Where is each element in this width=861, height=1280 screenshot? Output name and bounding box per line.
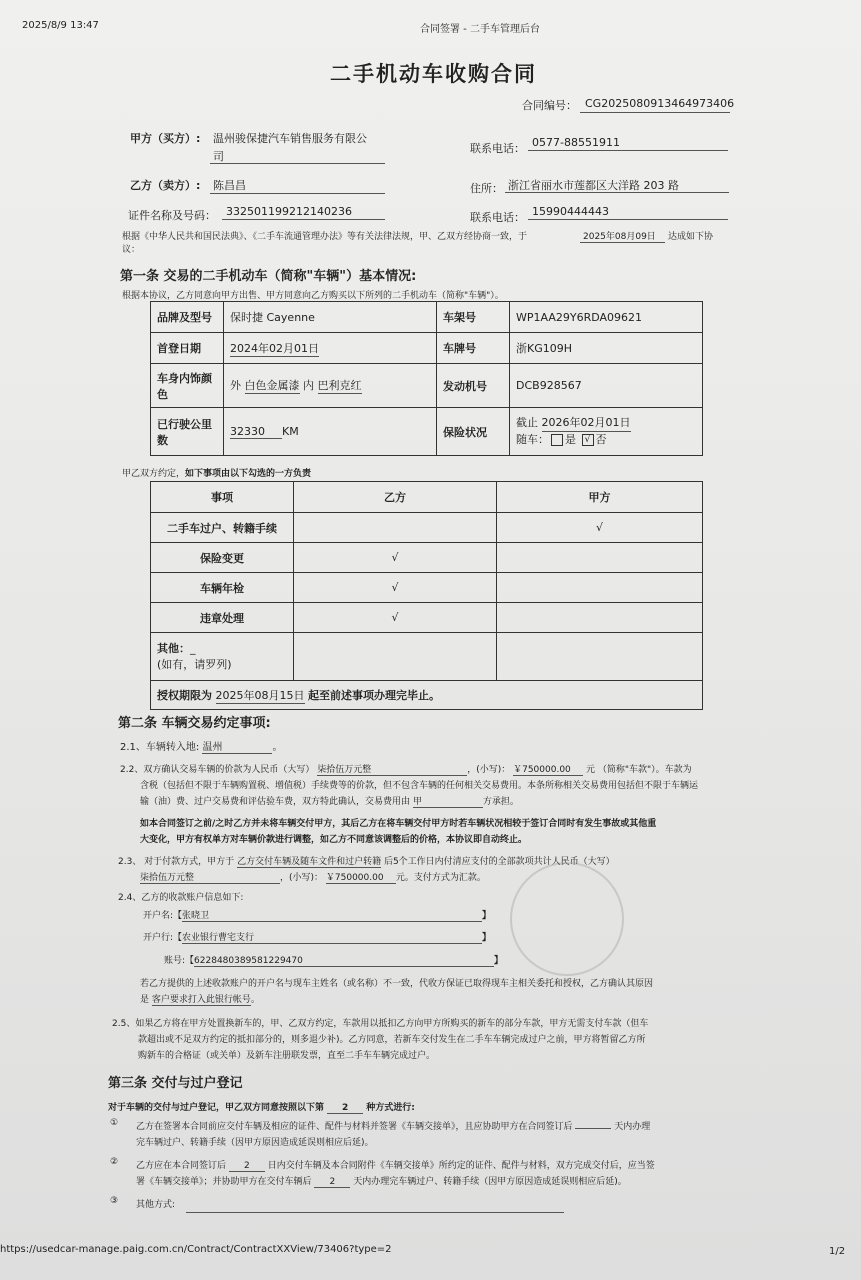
vin-value: WP1AA29Y6RDA09621: [510, 302, 703, 333]
yes-checkbox: [551, 434, 563, 446]
party-a-label: 甲方（买方）:: [130, 132, 201, 145]
insurance-value: 截止 2026年02月01日 随车： 是 √ 否: [510, 408, 703, 456]
party-a-phone: 0577-88551911: [532, 136, 620, 149]
option-1-mark: ①: [110, 1118, 119, 1128]
article-1-heading: 第一条 交易的二手机动车（简称"车辆"）基本情况:: [120, 269, 417, 284]
article-3-lead: 对于车辆的交付与过户登记，甲乙双方同意按照以下第 2 种方式进行:: [108, 1103, 415, 1113]
mileage-label: 已行驶公里 数: [151, 408, 224, 456]
exterior-color: 白色金属漆: [244, 379, 300, 392]
clause-2-4-note-2: 是 客户要求打入此银行帐号。: [140, 992, 260, 1006]
clause-2-1: 2.1、车辆转入地: 温州 。: [120, 738, 282, 754]
option-2-line-2: 署《车辆交接单》；并协助甲方在交付车辆后 2 天内办理完车辆过户、转籍手续（因甲方原因造成延误则相应后延)。: [136, 1177, 627, 1187]
auth-period-row: 授权期限为 2025年08月15日 起至前述事项办理完毕止。: [151, 681, 703, 710]
clause-2-5-line-3: 购新车的合格证（或关单）及新车注册联发票，直至二手车车辆完成过户。: [138, 1051, 436, 1061]
party-a-name-2: 司: [213, 150, 224, 163]
vin-label: 车架号: [437, 302, 510, 333]
party-b-phone-label: 联系电话：: [470, 211, 525, 224]
no-checkbox: √: [582, 434, 594, 446]
color-value: 外 白色金属漆 内 巴利克红: [224, 364, 437, 408]
interior-color: 巴利克红: [317, 379, 362, 392]
clause-2-3-line-1: 2.3、 对于付款方式，甲方于 乙方交付车辆及随车文件和过户转籍 后5个工作日内付清应支付的全部款项共计人民币（大写）: [118, 854, 615, 868]
duty-table: [150, 481, 703, 710]
account-holder-row: 开户名:【张晓卫 】: [143, 908, 491, 922]
clause-2-4-heading: 2.4、乙方的收款账户信息如下:: [118, 893, 244, 903]
clause-2-2-line-1: 2.2、双方确认交易车辆的价款为人民币（大写） 柒拾伍万元整 ，(小写)： ￥750000.00 元 （简称"车款"）。车款为: [120, 762, 692, 776]
account-holder: 张晓卫: [182, 908, 482, 922]
insurance-label: 保险状况: [437, 408, 510, 456]
account-number: 6228480389581229470: [194, 956, 494, 967]
party-b-id-label: 证件名称及号码：: [128, 209, 216, 222]
col-item-header: 事项: [151, 482, 294, 513]
mileage: 32330: [230, 425, 282, 439]
intro-text-1: 根据《中华人民共和国民法典》、《二手车流通管理办法》等有关法律法规，甲、乙双方经协商一致，于: [122, 232, 528, 242]
party-a-phone-label: 联系电话：: [470, 142, 525, 155]
party-b-address-label: 住所：: [470, 182, 503, 195]
option-2-line-1: 乙方应在本合同签订后 2 日内交付车辆及本合同附件《车辆交接单》所约定的证件、配件与材料，双方完成交付后，应当签: [136, 1161, 655, 1171]
page-number: 1/2: [829, 1246, 846, 1257]
table-row-other: 其他：_ (如有，请罗列): [151, 633, 703, 681]
intro-text-3: 议：: [122, 245, 141, 255]
color-label: 车身内饰颜 色: [151, 364, 224, 408]
page-url: https://usedcar-manage.paig.com.cn/Contract/ContractXXView/73406?type=2: [0, 1244, 392, 1255]
brand-label: 品牌及型号: [151, 302, 224, 333]
account-number-row: 账号:【6228480389581229470 】: [164, 956, 504, 966]
intro-date: 2025年08月09日: [583, 232, 656, 242]
clause-2-2-bold-2: 大变化，甲方有权单方对车辆价款进行调整，如乙方不同意该调整后的价格，本协议即自动终止。: [140, 835, 528, 845]
bank-row: 开户行:【农业银行曹宅支行 】: [143, 930, 491, 944]
option-1-line-1: 乙方在签署本合同前应交付车辆及相应的证件、配件与材料并签署《车辆交接单》，且应协助甲方在合同签订后 天内办理: [136, 1122, 651, 1132]
col-party-b-header: 乙方: [294, 482, 497, 513]
reg-date-value: [224, 333, 437, 364]
contract-no-label: 合同编号：: [522, 99, 577, 112]
clause-2-3-line-2: 柒拾伍万元整 ，(小写)： ￥750000.00 元。支付方式为汇款。: [140, 870, 486, 884]
party-b-name: 陈昌昌: [213, 179, 246, 192]
party-b-address: 浙江省丽水市莲都区大洋路 203 路: [508, 179, 679, 192]
clause-2-2-line-3: 输（油）费、过户交易费和评估验车费，双方特此确认，交易费用由 甲 方承担。: [140, 794, 519, 808]
clause-2-5-line-2: 款超出或不足双方约定的抵扣部分的，则多退少补)。乙方同意，若新车交付发生在二手车车辆完成过户之前，甲方将暂留乙方所: [138, 1035, 646, 1045]
intro-text-2: 达成如下协: [668, 232, 714, 242]
vehicle-info-table: [150, 301, 703, 456]
option-3-label: 其他方式:: [136, 1200, 176, 1210]
seal-watermark: [510, 862, 624, 976]
mileage-value: 32330 KM: [224, 408, 437, 456]
party-a-name-1: 温州骏保捷汽车销售服务有限公: [213, 132, 367, 145]
clause-2-5-line-1: 2.5、如果乙方将在甲方处置换新车的，甲、乙双方约定，车款用以抵扣乙方向甲方所购买的新车的部分车款，甲方无需支付车款（但车: [112, 1019, 649, 1029]
engine-value: DCB928567: [510, 364, 703, 408]
table-row: 车辆年检 √: [151, 573, 703, 603]
option-3-mark: ③: [110, 1196, 119, 1206]
party-b-label: 乙方（卖方）:: [130, 179, 201, 192]
reg-date-label: 首登日期: [151, 333, 224, 364]
duty-intro: 甲乙双方约定，如下事项由以下勾选的一方负责: [122, 469, 312, 479]
app-title: 合同签署 - 二手车管理后台: [420, 24, 540, 35]
article-3-heading: 第三条 交付与过户登记: [108, 1076, 243, 1091]
col-party-a-header: 甲方: [497, 482, 703, 513]
clause-2-2-line-2: 含税（包括但不限于车辆购置税、增值税）手续费等的价款，但不包含车辆的任何相关交易费用。本条所称相关交易费用包括但不限于车辆运: [140, 781, 699, 791]
option-1-line-2: 完车辆过户、转籍手续（因甲方原因造成延误则相应后延)。: [136, 1138, 374, 1148]
plate-value: 浙KG109H: [510, 333, 703, 364]
article-1-desc: 根据本协议，乙方同意向甲方出售、甲方同意向乙方购买以下所列的二手机动车（简称"车辆"）。: [122, 291, 504, 301]
reg-date: 2024年02月01日: [230, 341, 319, 355]
bank-name: 农业银行曹宅支行: [182, 930, 482, 944]
table-row: 违章处理 √: [151, 603, 703, 633]
clause-2-2-bold-1: 如本合同签订之前/之时乙方并未将车辆交付甲方，其后乙方在将车辆交付甲方时若车辆状况相较于签订合同时有发生事故或其他重: [140, 819, 657, 829]
party-b-id: 332501199212140236: [226, 205, 352, 218]
page-title: 二手机动车收购合同: [330, 62, 537, 86]
article-2-heading: 第二条 车辆交易约定事项:: [118, 716, 271, 731]
contract-no: CG2025080913464973406: [585, 97, 735, 110]
party-b-phone: 15990444443: [532, 205, 609, 218]
clause-2-4-note-1: 若乙方提供的上述收款账户的开户名与现车主姓名（或名称）不一致，代收方保证已取得现车主相关委托和授权，乙方确认其原因: [140, 979, 654, 989]
print-datetime: 2025/8/9 13:47: [22, 20, 99, 31]
insurance-until: 2026年02月01日: [542, 415, 631, 432]
table-row: 保险变更 √: [151, 543, 703, 573]
auth-date: 2025年08月15日: [215, 688, 305, 702]
plate-label: 车牌号: [437, 333, 510, 364]
table-row: 二手车过户、转籍手续 √: [151, 513, 703, 543]
brand-value: 保时捷 Cayenne: [224, 302, 437, 333]
engine-label: 发动机号: [437, 364, 510, 408]
option-2-mark: ②: [110, 1157, 119, 1167]
